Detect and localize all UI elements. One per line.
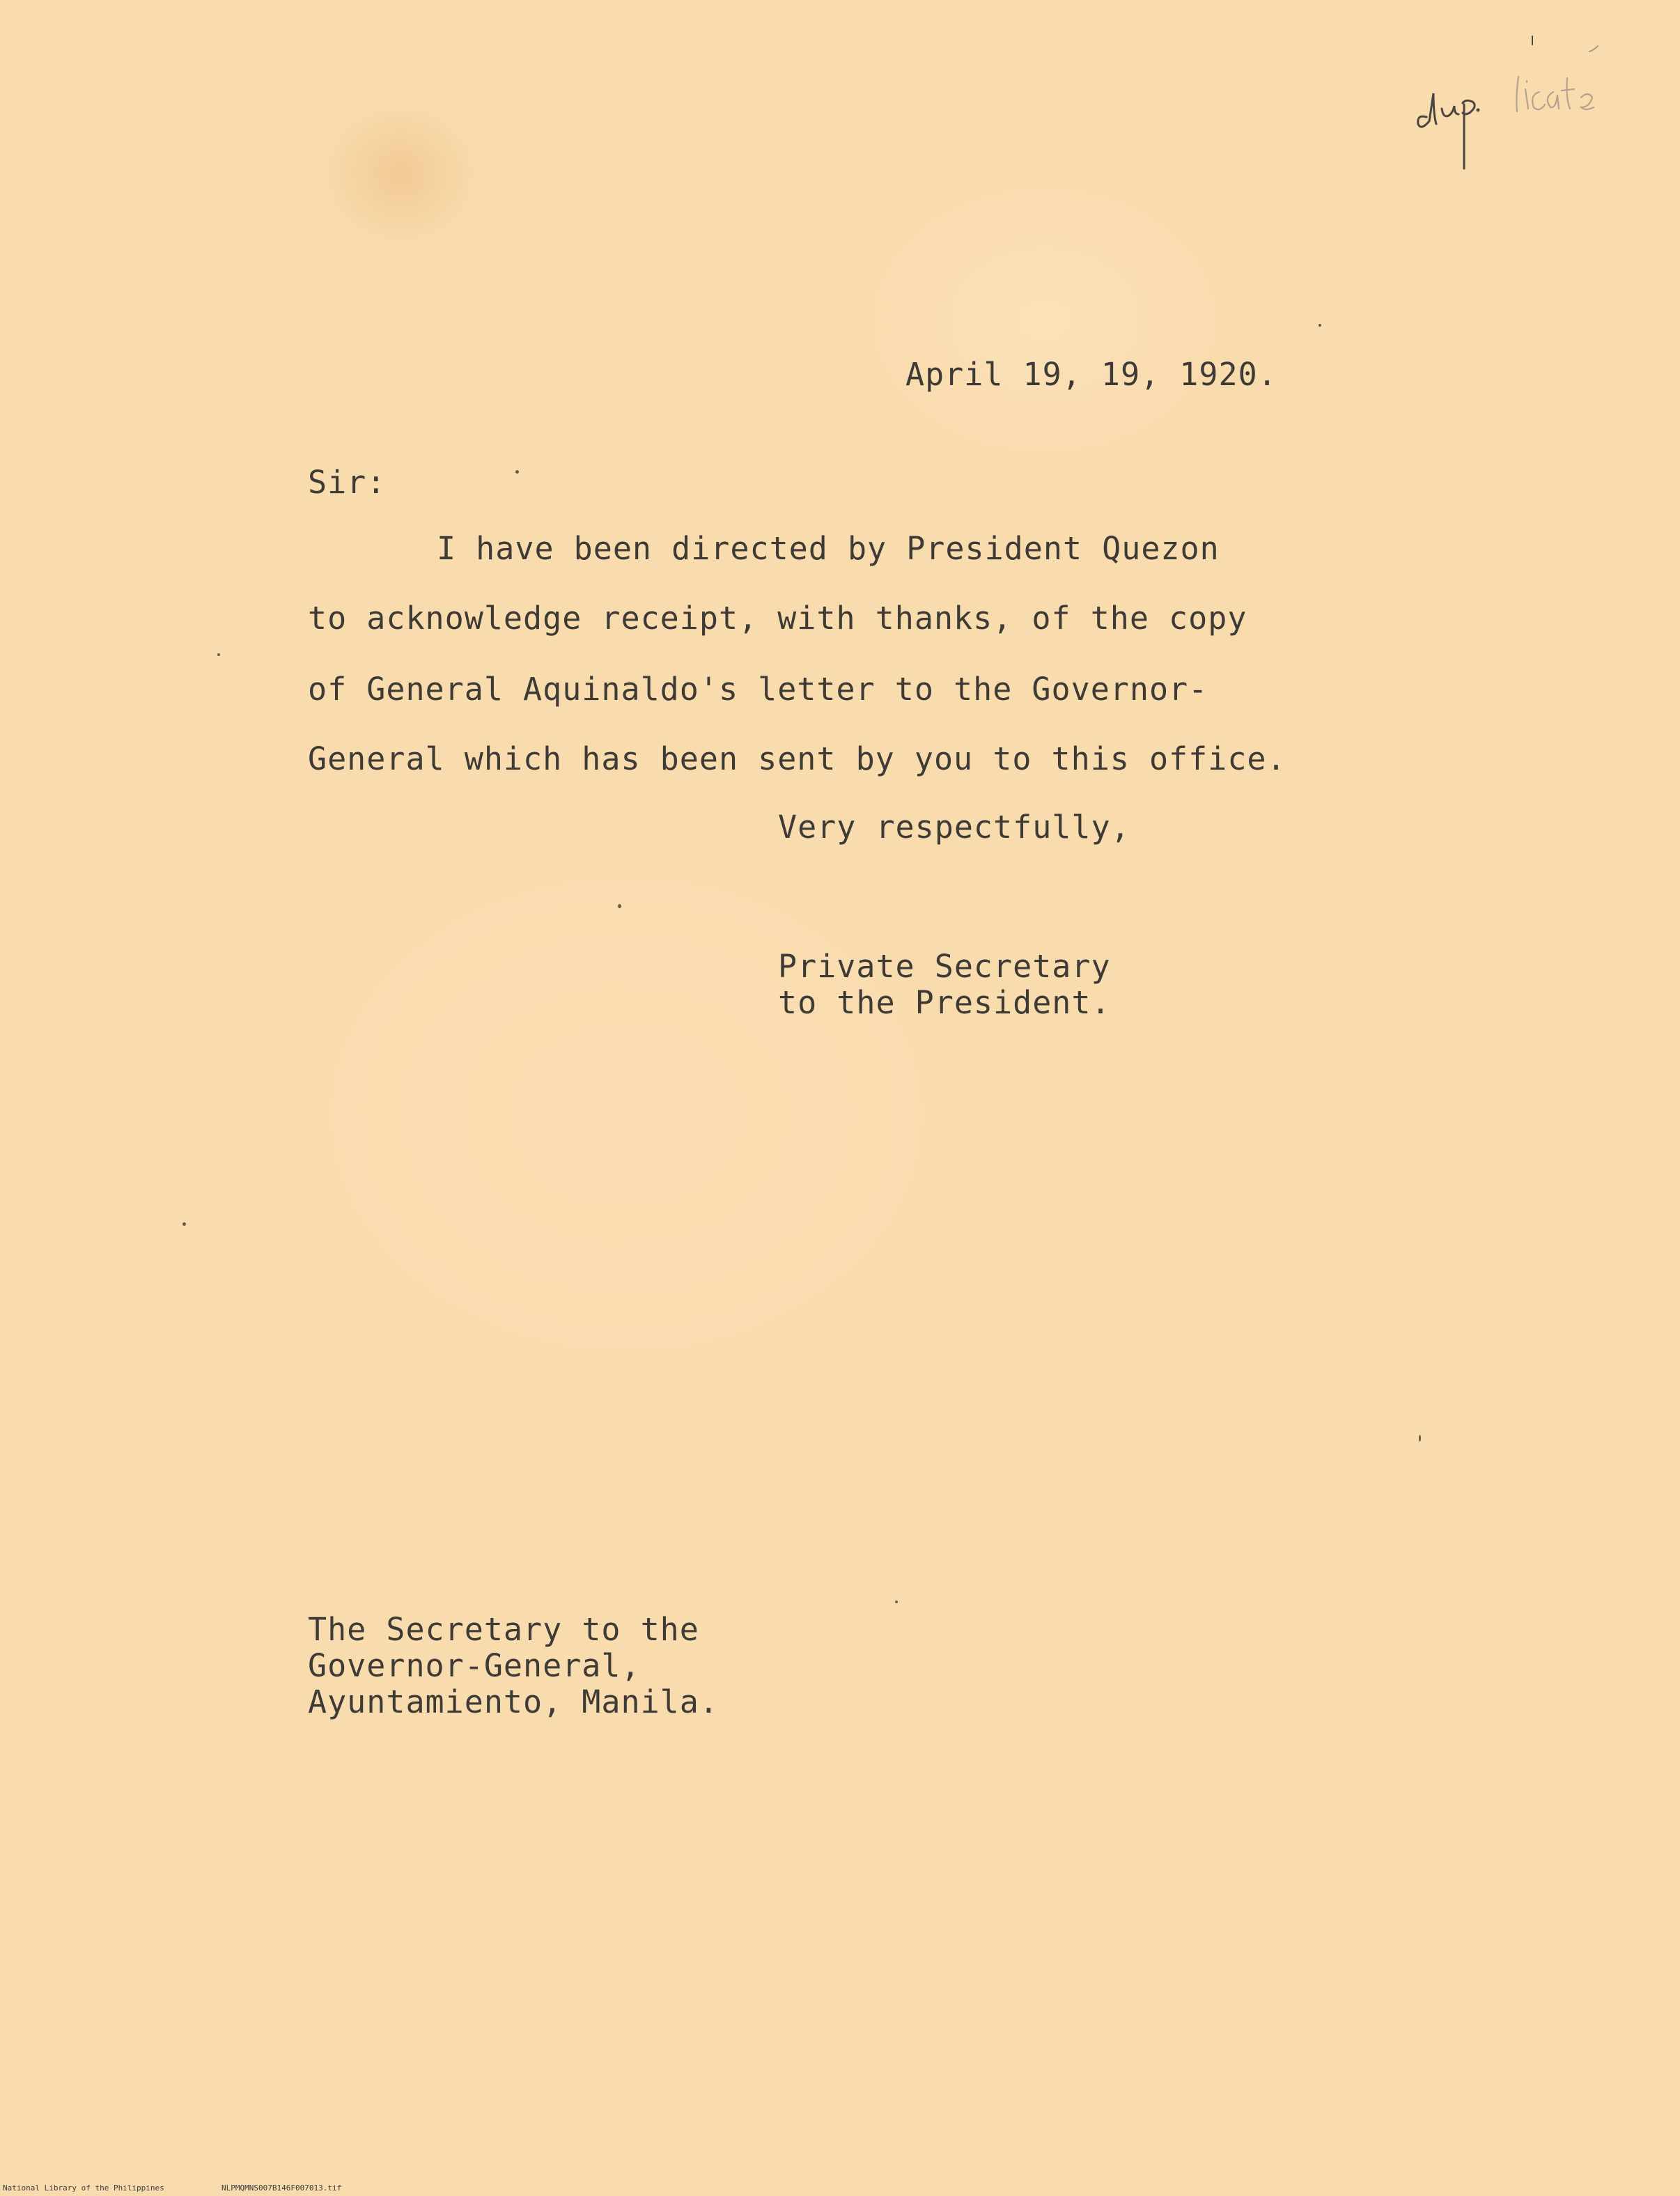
addressee-line: Ayuntamiento, Manila. — [308, 1683, 719, 1720]
letter-date: April 19, 19, 1920. — [905, 356, 1277, 393]
signature-title-line: to the President. — [778, 984, 1111, 1021]
handwritten-annotation — [1414, 28, 1637, 181]
paper-speck — [217, 653, 220, 656]
paper-speck — [1419, 1435, 1421, 1442]
addressee-line: The Secretary to the — [308, 1611, 699, 1648]
complimentary-close: Very respectfully, — [778, 809, 1130, 846]
addressee-line: Governor-General, — [308, 1647, 641, 1684]
paper-speck — [895, 1601, 898, 1603]
footer-library-name: National Library of the Philippines — [3, 2183, 164, 2193]
paper-speck — [182, 1222, 186, 1226]
footer-filename: NLPMQMNS007B146F007013.tif — [221, 2183, 342, 2193]
paper-speck — [515, 470, 519, 474]
body-line: General which has been sent by you to this office. — [308, 740, 1286, 777]
signature-title-line: Private Secretary — [778, 948, 1111, 985]
paper-speck — [618, 904, 621, 908]
body-line: I have been directed by President Quezon — [437, 530, 1220, 567]
body-line: to acknowledge receipt, with thanks, of the copy — [308, 600, 1247, 637]
paper-speck — [1319, 324, 1321, 327]
salutation: Sir: — [308, 464, 387, 501]
handwritten-duplicate-mark — [1414, 28, 1637, 181]
body-line: of General Aquinaldo's letter to the Governor- — [308, 671, 1208, 708]
